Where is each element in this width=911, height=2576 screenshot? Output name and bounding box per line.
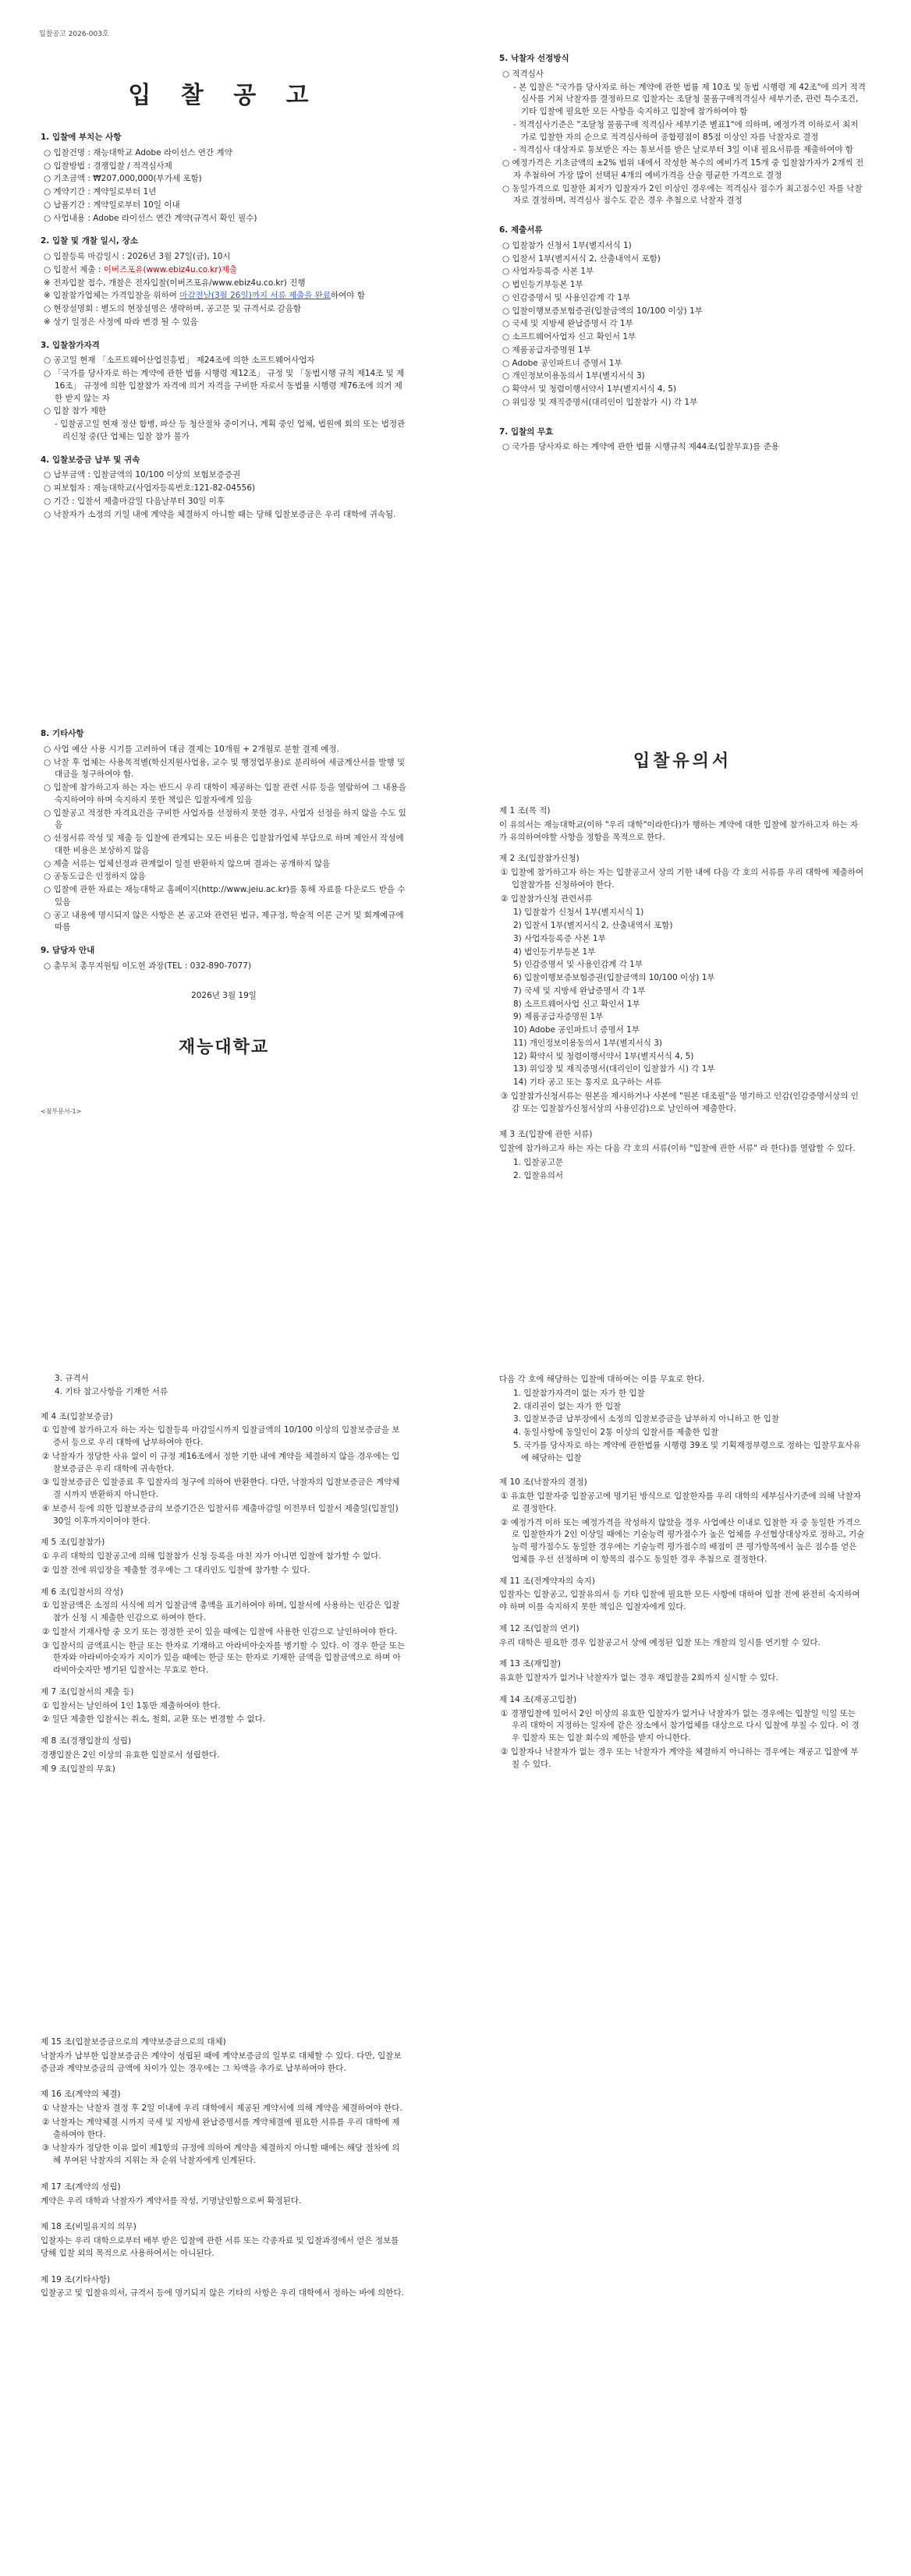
page2-right-column	[499, 694, 866, 1183]
list-item-text: ※ 입찰참가업체는 가격입찰을 위하여	[44, 291, 180, 301]
article-4-title: 제 4 조(입찰보증금)	[41, 1411, 113, 1421]
article-clause: ③ 입찰참가신청서류는 원본을 제시하거나 사본에 "원본 대조필"을 명기하고 인감(인감증명서상의 인감 또는 입찰참가신청서상의 사용인감)으로 날인하여 제출한다.	[501, 1091, 859, 1113]
list-item: ○ 인감증명서 및 사용인감계 각 1부	[502, 292, 631, 303]
article-clause: ① 낙찰자는 낙찰자 결정 후 2일 이내에 우리 대학에서 제공된 계약서에 의해 계약을 체결하여야 한다.	[42, 2104, 402, 2113]
list-item: ○ 낙찰 후 업체는 사용목적별(학신지원사업용, 교수 및 행정업무용)로 분리하여 세금계산서를 발행 및 대금을 청구하여야 함.	[44, 757, 406, 780]
article-18-title: 제 18 조(비밀유지의 의무)	[41, 2222, 136, 2232]
section-9-title: 9. 담당자 안내	[41, 946, 95, 955]
list-item: ○ 국세 및 지방세 완납증명서 각 1부	[502, 319, 633, 329]
list-item: ○ 입찰이행보증보험증권(입찰금액의 10/100 이상) 1부	[502, 306, 703, 316]
list-sub-item: 6) 입찰이행보증보험증권(입찰금액의 10/100 이상) 1부	[513, 973, 715, 982]
list-item: ○ 소프트웨어사업자 신고 확인서 1부	[502, 332, 636, 341]
section-5-title: 5. 낙찰자 선정방식	[499, 54, 569, 63]
article-10-title: 제 10 조(낙찰자의 결정)	[499, 1477, 587, 1488]
article-clause: ① 입찰에 참가하고자 하는 자는 입찰등록 마감일시까지 입찰금액의 10/100 이상의 입찰보증금을 보증서 등으로 우리 대학에 납부하여야 한다.	[42, 1425, 400, 1447]
article-body: 계약은 우리 대학과 낙찰자가 계약서를 작성, 기명날인함으로써 확정된다.	[41, 2196, 302, 2206]
list-item	[41, 264, 407, 277]
list-sub-item: 7) 국세 및 지방세 완납증명서 각 1부	[513, 985, 646, 996]
list-item: ○ 「국가를 당사자로 하는 계약에 관한 법률 시행령 제12조」 규정 및 「동법시행 규칙 제14조 및 제16조」 규정에 의한 입찰참가 자격에 의거 자격을 구비한 자로서 동법률 시행령 제76조에 의거 제한 받지 않는 자	[44, 369, 405, 403]
list-item: ○ 제품공급자증명원 1부	[502, 345, 591, 355]
deadline-link[interactable]: 마감전날(3월 26일)까지 서류 제출을 완료	[179, 291, 331, 301]
section-7-title: 7. 입찰의 무효	[499, 426, 554, 437]
article-clause: ① 입찰서는 날인하여 1인 1통만 제출하여야 한다.	[42, 1700, 221, 1711]
list-sub-item: 9) 제품공급자증명원 1부	[513, 1012, 604, 1022]
article-15-title: 제 15 조(입찰보증금으로의 계약보증금으로의 대체)	[41, 2037, 226, 2047]
article-body: 입찰자는 우리 대학으로부터 배부 받은 입찰에 관한 서류 또는 각종자료 및 입찰과정에서 얻은 정보를 당해 입찰 외의 목적으로 사용하여서는 아니된다.	[41, 2236, 399, 2258]
article-body: 낙찰자가 납부한 입찰보증금은 계약이 성립된 때에 계약보증금의 일부로 대체할 수 있다. 다만, 입찰보증금과 계약보증금의 금액에 차이가 있는 경우에는 그 차액을 추가로 납부하여야 한다.	[41, 2051, 402, 2073]
list-sub-item: 4. 동일사항에 동일인이 2통 이상의 입찰서를 제출한 입찰	[513, 1428, 719, 1437]
list-sub-item: 8) 소프트웨어사업 신고 확인서 1부	[513, 999, 640, 1009]
article-clause: ② 입찰자나 낙찰자가 없는 경우 또는 낙찰자가 계약을 체결하지 아니하는 경우에는 재공고 입찰에 부칠 수 있다.	[501, 1746, 859, 1769]
list-item: ○ 입찰참가 신청서 1부(별지서식 1)	[502, 240, 632, 250]
article-clause: ① 입찰금액은 소정의 서식에 의거 입찰금액 총액을 표기하여야 하며, 입찰서에 사용하는 인감은 입찰참가 신청 시 제출한 인감으로 하여야 한다.	[42, 1601, 400, 1622]
list-sub-item: 2. 입찰유의서	[513, 1170, 564, 1180]
article-5-title: 제 5 조(입찰참가)	[41, 1537, 105, 1548]
article-body: 입찰자는 입찰공고, 입찰유의서 등 기타 입찰에 필요한 모든 사항에 대하여 입찰 전에 완전히 숙지하여야 하며 이를 숙지하지 못한 책임은 입찰자에게 있다.	[499, 1590, 860, 1612]
page-3	[0, 1341, 911, 1934]
section-8-title: 8. 기타사항	[41, 729, 84, 738]
article-clause: ② 예정가격 이하 또는 예정가격을 작성하지 않았을 경우 사업예산 이내로 입찰한 자 중 동일한 가격으로 입찰한자가 2인 이상일 때에는 기술능력 평가점수가 높은 업체를 우선협상대상자로 정하고, 기술능력 평가점수도 동일한 경우에는 기술능력 평가점수의 배점이 큰 평가항목에서 높은 점수를 얻은 업체를 우선 선정하며 이 항목의 점수도 동일한 경우 추첨으로 결정한다.	[501, 1517, 865, 1564]
list-item: ○ 기간 : 입찰서 제출마감일 다음날부터 30일 이후	[44, 496, 225, 506]
article-13-title: 제 13 조(재입찰)	[499, 1659, 561, 1669]
article-11-title: 제 11 조(전계약자의 숙지)	[499, 1576, 595, 1586]
list-item-text: ○ 입찰서 제출 :	[44, 264, 104, 274]
page-4	[0, 1996, 911, 2542]
list-item: ○ 확약서 및 청렴이행서약서 1부(별지서식 4, 5)	[502, 384, 677, 394]
list-sub-item: 12) 확약서 및 청렴이행서약서 1부(별지서식 4, 5)	[513, 1051, 694, 1061]
guideline-title: 입찰유의서	[633, 752, 732, 771]
list-item: ※ 전자입찰 접수, 개찰은 전자입찰(이버즈포유/www.ebiz4u.co.kr) 진행	[44, 278, 306, 288]
list-sub-item: 1) 입찰참가 신청서 1부(별지서식 1)	[513, 908, 644, 918]
list-item: ○ 입찰건명 : 재능대학교 Adobe 라이선스 연간 계약	[44, 147, 232, 157]
list-item: ○ 피보험자 : 재능대학교(사업자등록번호:121-82-04556)	[44, 483, 256, 493]
article-body: 입찰공고 및 입찰유의서, 규격서 등에 명기되지 않은 기타의 사항은 우리 대학에서 정하는 바에 의한다.	[41, 2288, 404, 2298]
list-item: ○ 납부금액 : 입찰금액의 10/100 이상의 보험보증증권	[44, 470, 241, 480]
list-item: ○ 예정가격은 기초금액의 ±2% 범위 내에서 작성한 복수의 예비가격 15개 중 입찰참가자가 2개씩 전자 추첨하여 가장 많이 선택된 4개의 예비가격을 산술 평균한 가격으로 결정	[502, 158, 864, 180]
article-body: 이 유의서는 재능대학교(이하 "우리 대학"이라한다)가 행하는 계약에 대한 입찰에 참가하고자 하는 자가 유의하여야할 사항을 정함을 목적으로 한다.	[499, 819, 859, 842]
list-item: ○ 법인등기부등본 1부	[502, 280, 583, 289]
article-1-title: 제 1 조(목 적)	[499, 806, 551, 816]
list-item: ○ 현장설명회 : 별도의 현장설명은 생략하며, 공고문 및 규격서로 갈음함	[44, 304, 302, 313]
list-item: ○ 사업 예산 사용 시기를 고려하여 대금 결제는 10개월 + 2개월로 분할 결제 예정.	[44, 744, 339, 754]
article-7-title: 제 7 조(입찰서의 제출 등)	[41, 1686, 134, 1697]
article-body: 입찰에 참가하고자 하는 자는 다음 각 호의 서류(이하 "입찰에 관한 서류" 라 한다)를 열람할 수 있다.	[499, 1144, 856, 1153]
page-1	[0, 0, 911, 644]
list-item: ○ 입찰방법 : 경쟁입찰 / 적격심사제	[44, 161, 172, 171]
list-item: ○ 입찰서 1부(별지서식 2, 산출내역서 포함)	[502, 253, 661, 264]
page3-left-column	[41, 1372, 407, 1777]
article-clause: ① 입찰에 참가하고자 하는 자는 입찰공고서 상의 기한 내에 다음 각 호의 서류를 우리 대학에 제출하여 입찰참가를 신청하여야 한다.	[501, 868, 864, 890]
page1-right-column	[499, 53, 866, 455]
list-item: ○ 개인정보이용동의서 1부(별지서식 3)	[502, 371, 645, 381]
article-clause: ③ 낙찰자가 정당한 이유 없이 제1항의 규정에 의하여 계약을 체결하지 아니할 때에는 해당 절차에 의해 부여된 낙찰자의 지위는 차 순위 낙찰자에게 인계된다.	[42, 2143, 400, 2165]
list-sub-item: 5. 국가를 당사자로 하는 계약에 관한법률 시행령 39조 및 기획재정부령으로 정하는 입찰무효사유에 해당하는 입찰	[513, 1440, 861, 1463]
list-item: ○ 사업내용 : Adobe 라이선스 연간 계약(규격서 확인 필수)	[44, 213, 257, 223]
list-sub-item: 11) 개인정보이용동의서 1부(별지서식 3)	[513, 1038, 663, 1048]
list-item: ○ 공고일 현재 「소프트웨어산업진흥법」 제24조에 의한 소프트웨어사업자	[44, 356, 315, 366]
article-6-title: 제 6 조(입찰서의 작성)	[41, 1587, 124, 1597]
article-body: 경쟁입찰은 2인 이상의 유효한 입찰로서 성립한다.	[41, 1750, 220, 1760]
list-sub-item: 10) Adobe 공인파트너 증명서 1부	[513, 1025, 640, 1035]
article-clause: ③ 입찰서의 금액표시는 한글 또는 한자로 기재하고 아라비아숫자를 병기할 수 있다. 이 경우 한글 또는 한자와 아라비아숫자가 지이가 있을 때에는 한글 또는 한자로 기재한 금액을 입찰금액으로 하며 아라비아숫자만 병기된 입찰서는 무효로 한다.	[42, 1640, 406, 1675]
list-sub-item: 4) 법인등기부등본 1부	[513, 947, 596, 957]
article-17-title: 제 17 조(계약의 성립)	[41, 2181, 121, 2192]
article-clause: ③ 입찰보증금은 입찰종료 후 입찰자의 청구에 의하여 반환한다. 다만, 낙찰자의 입찰보증금은 계약체결 시까지 반환하지 아니한다.	[42, 1477, 400, 1499]
list-item: ○ 입찰등록 마감일시 : 2026년 3월 27일(금), 10시	[44, 252, 231, 261]
list-sub-item: 3. 입찰보증금 납부장에서 소정의 입찰보증금을 납부하지 아니하고 한 입찰	[513, 1414, 780, 1424]
page-2	[0, 686, 911, 1294]
organization-name: 재능대학교	[178, 1038, 270, 1058]
list-sub-item: 1. 입찰공고문	[513, 1157, 564, 1167]
notice-date: 2026년 3월 19일	[191, 990, 257, 1000]
list-item: ○ 기초금액 : ₩207,000,000(부가세 포함)	[44, 174, 202, 184]
list-item: ○ 사업자등록증 사본 1부	[502, 267, 594, 277]
submission-site-link[interactable]: 이버즈포유(www.ebiz4u.co.kr)제출	[103, 264, 238, 274]
article-clause: ② 입찰서 기재사항 중 오기 또는 정정한 곳이 있을 때에는 입찰에 사용한 인감으로 날인하여야 한다.	[42, 1626, 398, 1637]
article-9-title: 제 9 조(입찰의 무효)	[41, 1764, 115, 1774]
article-16-title: 제 16 조(계약의 체결)	[41, 2089, 121, 2100]
list-sub-item: 1. 입찰참가자격이 없는 자가 한 입찰	[513, 1388, 645, 1398]
list-sub-item: 5) 인감증명서 및 사용인감계 각 1부	[513, 960, 643, 970]
article-3-title: 제 3 조(입찰에 관한 서류)	[499, 1130, 593, 1140]
list-item: ○ 납품기간 : 계약일로부터 10일 이내	[44, 200, 180, 210]
article-body: 유효한 입찰자가 없거나 낙찰자가 없는 경우 재입찰을 2회까지 실시할 수 있다.	[499, 1673, 778, 1683]
section-1-title: 1. 입찰에 부치는 사항	[41, 133, 122, 142]
page4-left-column	[41, 2027, 407, 2302]
article-8-title: 제 8 조(경쟁입찰의 성립)	[41, 1736, 132, 1746]
section-6-title: 6. 제출서류	[499, 225, 543, 235]
page3-right-column	[499, 1372, 866, 1772]
list-sub-item: 2) 입찰서 1부(별지서식 2, 산출내역서 포함)	[513, 921, 673, 930]
page-title: 입 찰 공 고	[128, 82, 320, 109]
article-19-title: 제 19 조(기타사항)	[41, 2274, 111, 2284]
article-clause: ① 유효한 입찰자중 입찰공고에 명기된 방식으로 입찰한자를 우리 대학의 세부심사기준에 의해 낙찰자로 결정한다.	[501, 1491, 861, 1513]
article-2-title: 제 2 조(입찰참가신청)	[499, 854, 580, 864]
list-item: ○ 동일가격으로 입찰한 최저가 입찰자가 2인 이상인 경우에는 적격심사 점수가 최고점수인 자를 낙찰자로 결정하며, 적격심사 점수도 같은 경우 추첨으로 낙찰자 결정	[502, 183, 863, 206]
list-sub-item: 14) 기타 공고 또는 통지로 요구하는 서류	[513, 1077, 661, 1087]
list-item: ○ 선정서류 작성 및 제출 등 입찰에 관계되는 모든 비용은 입찰참가업체 부담으로 하며 제안서 작성에 대한 비용은 보상하지 않음	[44, 833, 404, 855]
section-4-title: 4. 입찰보증금 납부 및 귀속	[41, 455, 140, 465]
section-2-title: 2. 입찰 및 개찰 일시, 장소	[41, 236, 138, 246]
list-sub-item: 3. 규격서	[55, 1374, 89, 1383]
list-item: ○ 공고 내용에 명시되지 않은 사항은 본 공고와 관련된 법규, 제규정, 학술적 이론 근거 및 회계예규에 따름	[44, 910, 404, 932]
list-item: ○ 제출 서류는 업체선정과 관계없이 일절 반환하지 않으며 결과는 공개하지 않음	[44, 858, 331, 869]
article-12-title: 제 12 조(입찰의 연기)	[499, 1623, 580, 1633]
article-clause: ② 낙찰자가 정당한 사유 없이 이 규정 제16조에서 정한 기한 내에 계약을 체결하지 않을 경우에는 입찰보증금은 우리 대학에 귀속한다.	[42, 1451, 400, 1474]
list-sub-item: - 적격심사기준은 "조달청 물품구매 적격심사 세부기준 별표1"에 의하며, 예정가격 이하로서 최저가로 입찰한 자의 순으로 적격심사하여 종합평점이 85점 이상인 자를 낙찰자로 결정	[513, 119, 859, 142]
article-clause: ① 경쟁입찰에 있어서 2인 이상의 유효한 입찰자가 없거나 낙찰자가 없는 경우에는 입찰일 익일 또는 우리 대학이 지정하는 일자에 같은 장소에서 참가업체를 대상으로 다시 입찰에 부칠 수 있다. 이 경우 입찰자 또는 입찰 회수의 제한을 받지 아니한다.	[501, 1708, 860, 1743]
list-item: ○ 적격심사	[502, 69, 544, 79]
list-item: ○ 위임장 및 재직증명서(대리인이 입찰참가 시) 각 1부	[502, 397, 698, 407]
page2-left-column	[41, 717, 407, 1116]
list-item: ○ 공동도급은 인정하지 않음	[44, 872, 146, 882]
notice-code: 입찰공고 2026-003호	[39, 30, 109, 38]
article-14-title: 제 14 조(재공고입찰)	[499, 1694, 577, 1704]
list-sub-item: 2. 대리권이 없는 자가 한 입찰	[513, 1401, 622, 1411]
list-sub-item: - 입찰공고일 현재 정산 합병, 파산 등 청산절차 중이거나, 계획 중인 업체, 법원에 회의 또는 법정관리신청 중(단 업체는 입찰 참가 불가	[55, 419, 406, 441]
article-clause: ① 우리 대학의 입찰공고에 의해 입찰참가 신청 등록을 마친 자가 아니면 입찰에 참가할 수 없다.	[42, 1552, 381, 1561]
article-clause: ② 낙찰자는 계약체결 시까지 국세 및 지방세 완납증명서를 계약체결에 필요한 서류를 우리 대학에 제출하여야 한다.	[42, 2117, 400, 2139]
list-item: ○ 총무처 총무지원팀 이도헌 과장(TEL : 032-890-7077)	[44, 961, 252, 971]
article-clause: ② 입찰 전에 위임장을 제출할 경우에는 그 대리인도 입찰에 참가할 수 있다.	[42, 1565, 310, 1575]
list-item: ○ 입찰에 참가하고자 하는 자는 반드시 우리 대학이 제공하는 입찰 관련 서류 등을 열람하여 그 내용을 숙지하여야 하며 숙지하지 못한 책임은 입찰자에게 있음	[44, 783, 406, 805]
article-clause: ② 일단 제출한 입찰서는 취소, 철회, 교환 또는 변경할 수 없다.	[42, 1714, 266, 1725]
article-body: 다음 각 호에 해당하는 입찰에 대하여는 이를 무효로 한다.	[499, 1375, 705, 1384]
list-item: ○ 입찰공고 적정한 자격요건을 구비한 사업자를 선정하지 못한 경우, 사업자 선정을 하지 않을 수도 있음	[44, 808, 406, 830]
list-sub-item: - 본 입찰은 "국가를 당사자로 하는 계약에 관한 법률 제 10조 및 동법 시행령 제 42조"에 의거 적격심사를 거쳐 낙찰자를 결정하므로 입찰자는 조달청 물품구매적격심사 세부기준, 관련 특수조건, 기타 입찰에 필요한 모든 사항을 숙지하고 입찰에 참가하여야 함	[513, 82, 866, 116]
list-item: ○ 국가를 당사자로 하는 계약에 관한 법률 시행규칙 제44조(입찰무효)를 준용	[502, 442, 779, 452]
list-item: ○ 계약기간 : 계약일로부터 1년	[44, 187, 157, 196]
article-clause: ④ 보증서 등에 의한 입찰보증금의 보증기간은 입찰서류 제출마감일 이전부터 입찰서 제출일(입찰일) 30일 이후까지이어야 한다.	[42, 1503, 399, 1526]
page1-left-column	[41, 47, 407, 522]
list-sub-item: 4. 기타 참고사항을 기재한 서류	[55, 1386, 168, 1396]
list-item: ○ 입찰 참가 제한	[44, 406, 107, 416]
list-sub-item: - 적격심사 대상자로 통보받은 자는 통보서를 받은 날로부터 3일 이내 필요서류를 제출하여야 함	[513, 145, 853, 155]
article-body: 우리 대학은 필요한 경우 입찰공고서 상에 예정된 입찰 또는 개찰의 일시를 연기할 수 있다.	[499, 1637, 821, 1647]
list-sub-item: 13) 위임장 및 재직증명서(대리인이 입찰참가 시) 각 1부	[513, 1064, 715, 1074]
list-sub-item: 3) 사업자등록증 사본 1부	[513, 933, 606, 943]
list-item: ○ Adobe 공인파트너 증명서 1부	[502, 358, 622, 368]
list-item: ○ 입찰에 관한 자료는 재능대학교 홈페이지(http://www.jeiu.ac.kr)를 통해 자료를 다운로드 받을 수 있음	[44, 885, 406, 907]
list-item	[41, 290, 407, 303]
list-item: ※ 상기 일정은 사정에 따라 변경 될 수 있음	[44, 317, 198, 327]
list-item-text: 하여야 함	[331, 291, 365, 301]
article-clause: ② 입찰참가신청 관련서류	[501, 893, 593, 904]
attachment-label: <첨부문서-1>	[41, 1108, 82, 1116]
section-3-title: 3. 입찰참가자격	[41, 340, 100, 350]
list-item: ○ 낙찰자가 소정의 기일 내에 계약을 체결하지 아니할 때는 당해 입찰보증금은 우리 대학에 귀속됨.	[44, 509, 396, 519]
